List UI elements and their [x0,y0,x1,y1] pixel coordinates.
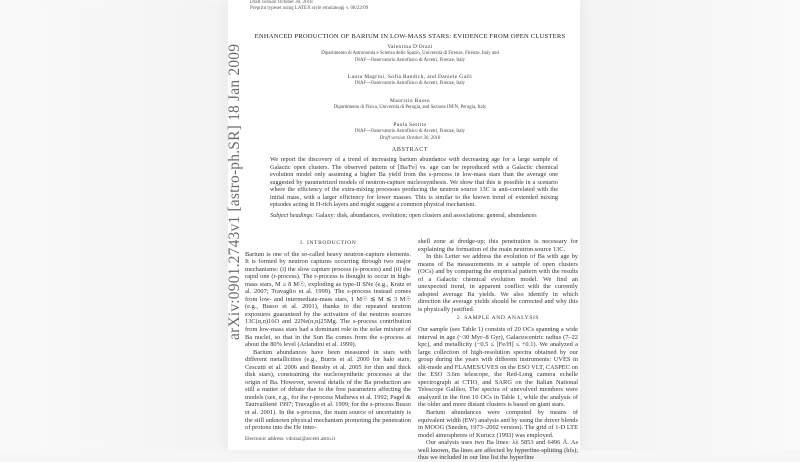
right-margin [580,0,800,450]
paragraph: Our sample (see Table 1) consists of 20 OCs spanning a wide interval in age (~30 Myr–8 Gyr), Galactocentric radius (7–22 kpc), and metallicity (−0.5 ≤ [Fe/H] ≤ +0.1). We analyzed a large collection of high-resolution spectra obtained by our group during the years with different instruments: UVES in slit-mode and FLAMES/UVES on the ESO VLT, CASPEC on the ESO 3.6m telescope, the Red-Long camera echelle spectrograph at CTIO, and SARG on the Italian National Telescope Galileo. The spectra of unevolved members were analyzed in the first 10 OCs in Table 1, while the analysis of the older and more distant clusters is based on giant stars. [418,326,578,409]
draft-version-line: Draft version October 30, 2018 [250,0,313,5]
author-names-3: Maurizio Busso [390,98,430,104]
author-affiliation-2 [240,81,580,88]
author-affiliation-1 [240,51,580,64]
left-column [245,238,411,432]
section-heading-sample: 2. SAMPLE AND ANALYSIS [456,315,540,322]
paragraph: Barium abundances have been measured in stars with different metallicities (e.g., Burris et al. 2000 for halo stars; Cescutti et al. 2006 and Bensby et al. 2005 for thin and thick disk stars), constraining the nucleosynthetic processes at the origin of Ba. However, several details of the Ba production are still a matter of debate due to the free parameters affecting the models (see, e.g., for the r-process Mathews et al. 1992; Pagel & Tautvaišienė 1997; Travaglio et al. 1999; for the s-process Busso et al. 2001). In the s-process, the main source of uncertainty is the still unknown physical mechanism promoting the penetration of protons into the He inter- [245,348,411,432]
author-names-2: Laura Magrini, Sofia Randich, and Daniele Galli [347,74,473,80]
right-column [418,238,578,462]
left-margin [0,0,228,450]
arxiv-identifier-stamp: arXiv:0901.2743v1 [astro-ph.SR] 18 Jan 2009 [226,43,243,340]
author-affiliation-3 [240,105,580,112]
footnote-email: Electronic address: vdorazi@arcetri.astro.it [245,436,336,442]
affiliation-line: INAF—Osservatorio Astrofisico di Arcetri, Firenze, Italy [354,57,466,63]
paragraph: In this Letter we address the evolution of Ba with age by means of Ba measurements in a sample of open clusters (OCs) and by comparing the empirical pattern with the results of a Galactic chemical evolution model. We find an unexpected trend, in apparent conflict with the currently adopted average Ba yields. We also identify in which direction the average yields should be corrected and why this is physically justified. [418,253,578,313]
affiliation-line: INAF—Osservatorio Astrofisico di Arcetri, Firenze, Italy [354,129,466,134]
preprint-line: Preprint typeset using LATEX style emulateapj v. 08/22/09 [250,6,369,11]
author-names-1: Valentina D'Orazi [387,44,433,50]
affiliation-line: Dipartimento di Astronomia e Scienza dello Spazio, Università di Firenze, Firenze, Italy and [321,51,499,56]
abstract-heading: ABSTRACT [391,147,429,153]
author-affiliation-4 [240,129,580,142]
paragraph: shell zone at dredge-up; this penetration is necessary for explaining the formation of the main neutron source 13C. [418,238,578,253]
paper-title: ENHANCED PRODUCTION OF BARIUM IN LOW-MASS STARS: EVIDENCE FROM OPEN CLUSTERS [254,33,566,40]
subject-headings [270,212,558,220]
paragraph: Barium abundances were computed by means of equivalent width (EW) analysis and by using the driver blends in MOOG (Sneden, 1973–2002 version). The grid of 1-D LTE model atmospheres of Kurucz (1993) was employed. [418,409,578,439]
subject-headings-list: Galaxy: disk, abundances, evolution; open clusters and associations: general, abundances [315,212,537,219]
paragraph: Our analysis uses two Ba lines: λλ 5853 and 6496 Å. As well known, Ba lines are affected by hyperfine-splitting (hfs); thus we included in our line list the hyperfine [418,439,578,462]
section-heading-introduction: 1. INTRODUCTION [299,240,357,246]
author-names-4: Paola Sestito [393,122,427,128]
draft-date-italic: Draft version October 30, 2018 [379,135,441,141]
abstract-text: We report the discovery of a trend of increasing barium abundance with decreasing age for a large sample of Galactic open clusters. The observed pattern of [Ba/Fe] vs. age can be reproduced with a Galactic chemical evolution model only assuming a higher Ba yield from the s-process in low-mass stars than the average one suggested by parametrized models of neutron-capture nucleosynthesis. We show that this is possible in a scenario where the efficiency of the extra-mixing processes producing the neutron source 13C is anti-correlated with the initial mass, with a larger efficiency for lower masses. This is similar to the known trend of extended mixing episodes acting in H-rich layers and might suggest a common physical mechanism. [270,156,558,208]
paragraph: Barium is one of the so-called heavy neutron-capture elements. It is formed by neutron captures occurring through two major mechanisms: (i) the slow capture process (s-process) and (ii) the rapid one (r-process). The r-process is thought to occur in high-mass stars, M ≥ 8 M☉, exploding as type-II SNe (e.g., Kratz et al. 2007; Travaglio et al. 1999). The s-process instead comes from low- and intermediate-mass stars, 1 M☉ ≲ M ≲ 3 M☉ (e.g., Busso et al. 2001), thanks to the repeated neutron exposures guaranteed by the activation of the neutron sources 13C(α,n)16O and 22Ne(α,n)25Mg. The s-process contribution from low-mass stars had a dominant role in the solar mixture of Ba nuclei, so that in the Sun Ba comes from the s-process at about the 80% level (Arlandini et al. 1999). [245,250,411,349]
subject-headings-label: Subject headings: [270,212,315,219]
affiliation-line: Dipartimento di Fisica, Università di Perugia, and Sezione INFN, Perugia, Italy [333,105,487,110]
affiliation-line: INAF—Osservatorio Astrofisico di Arcetri, Firenze, Italy [354,81,466,86]
